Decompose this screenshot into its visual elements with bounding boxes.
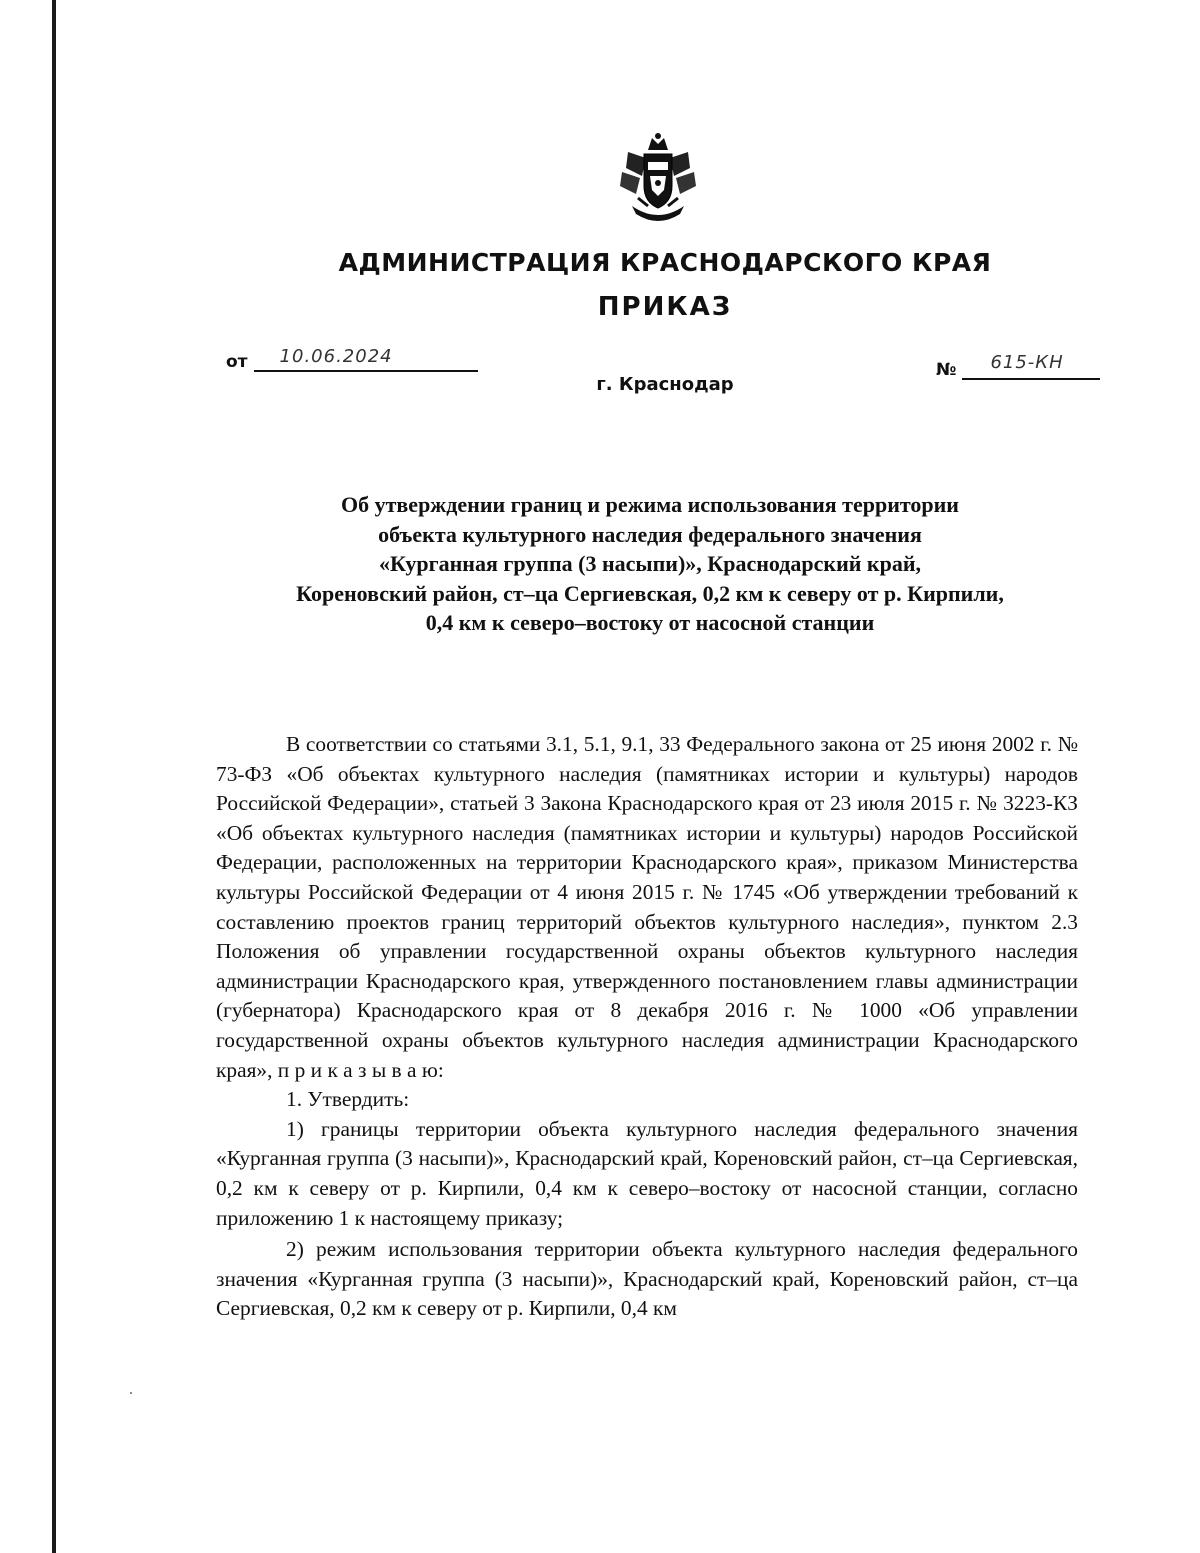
order-subject-title [200,490,1100,638]
order-body [216,730,1078,1324]
date-line [226,346,478,372]
date-prefix-label: от [226,352,248,372]
city-label: г. Краснодар [596,374,734,395]
organization-title: АДМИНИСТРАЦИЯ КРАСНОДАРСКОГО КРАЯ [338,248,992,277]
date-field [254,346,478,372]
preamble-paragraph: В соответствии со статьями 3.1, 5.1, 9.1, 33 Федерального закона от 25 июня 2002 г. № 73-ФЗ «Об объектах культурного наследия (памятниках истории и культуры) народов Российской Федерации», статьей 3 Закона Краснодарского края от 23 июля 2015 г. № 3223-КЗ «Об объектах культурного наследия (памятниках истории и культуры) народов Российской Федерации, расположенных на территории Краснодарского края», приказом Министерства культуры Российской Федерации от 4 июня 2015 г. № 1745 «Об утверждении требований к составлению проектов границ территорий объектов культурного наследия», пунктом 2.3 Положения об управлении государственной охраны объектов культурного наследия администрации Краснодарского края, утвержденного постановлением главы администрации (губернатора) Краснодарского края от 8 декабря 2016 г. № 1000 «Об управлении государственной охраны объектов культурного наследия администрации Краснодарского края», п р и к а з ы в а ю: [216,732,1078,1082]
subject-line: объекта культурного наследия федерального значения [378,521,922,547]
number-field [962,354,1100,380]
scan-speck [130,1392,132,1394]
subject-line: Об утверждении границ и режима использования территории [341,492,959,517]
subject-line: 0,4 км к северо–востоку от насосной станции [425,610,875,635]
item-1-paragraph: 1. Утвердить: [286,1087,410,1112]
scan-edge-line [52,0,56,1553]
item-1-1-paragraph: 1) границы территории объекта культурного наследия федерального значения «Курганная группа (3 насыпи)», Краснодарский край, Кореновский район, ст–ца Сергиевская, 0,2 км к северу от р. Кирпили, 0,4 км к северо–востоку от насосной станции, согласно приложению 1 к настоящему приказу; [216,1116,1078,1230]
handwritten-date: 10.06.2024 [279,346,393,367]
krasnodar-coat-of-arms-emblem [618,132,698,224]
document-type-title: ПРИКАЗ [597,292,733,322]
number-line [936,354,1100,380]
handwritten-number: 615-КН [990,352,1064,373]
item-1-2-paragraph: 2) режим использования территории объекта культурного наследия федерального значения «Курганная группа (3 насыпи)», Краснодарский край, Кореновский район, ст–ца Сергиевская, 0,2 км к северу от р. Кирпили, 0,4 км [216,1237,1078,1321]
subject-line: Кореновский район, ст–ца Сергиевская, 0,2 км к северу от р. Кирпили, [296,580,1004,606]
subject-line: «Курганная группа (3 насыпи)», Краснодарский край, [378,551,922,576]
number-prefix-label: № [936,360,957,380]
